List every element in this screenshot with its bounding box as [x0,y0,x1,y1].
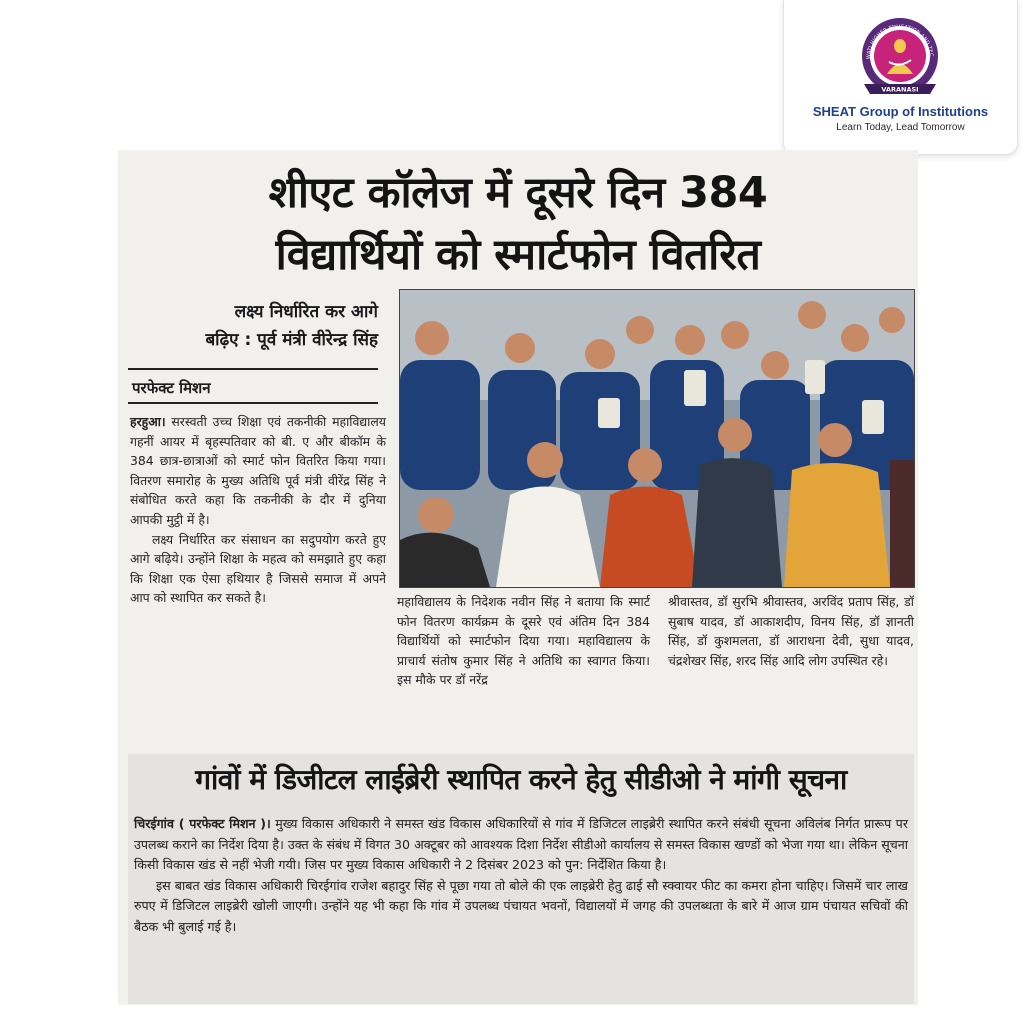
newspaper-clipping [118,150,918,1005]
article-column-3: श्रीवास्तव, डॉ सुरभि श्रीवास्तव, अरविंद प्रताप सिंह, डॉ सुबाष यादव, डॉ आकाशदीप, विनय सिंह, डॉ ज्ञानती सिंह, डॉ कुशमलता, डॉ आराधना देवी, सुधा यादव, चंद्रशेखर सिंह, शरद सिंह आदि लोग उपस्थित रहे। [668,594,914,668]
subhead-line-1: लक्ष्य निर्धारित कर आगे [234,302,378,322]
paragraph: सरस्वती उच्च शिक्षा एवं तकनीकी महाविद्यालय गहनीं आयर में बृहस्पतिवार को बी. ए और बीकॉम के 384 छात्र-छात्राओं को स्मार्ट फोन वितरित किया गया। वितरण समारोह के मुख्य अतिथि पूर्व मंत्री वीरेंद्र सिंह ने संबोधित करते कहा कि तकनीकी के दौर में दुनिया आपकी मुट्ठी में है। [130,414,386,527]
seal-city: VARANASI [881,85,919,94]
group-photo-illustration [400,290,914,587]
divider [128,368,378,370]
second-article-body [134,814,908,937]
subheadline [128,298,378,354]
second-article-headline: गांवों में डिजीटल लाईब्रेरी स्थापित करने हेतु सीडीओ ने मांगी सूचना [195,763,847,796]
paragraph: मुख्य विकास अधिकारी ने समस्त खंड विकास अधिकारियों से गांव में डिजिटल लाइब्रेरी स्थापित करने संबंधी सूचना अविलंब निर्गत प्रारूप पर उपलब्ध कराने का निर्देश दिया है। उक्त के संबंध में विगत 30 अक्टूबर को आवश्यक दिशा निर्देश सीडीओ कार्यालय से समस्त विकास खण्डों को भेजा गया था। लेकिन सूचना किसी विकास खंड से नहीं भेजी गयी। जिस पर मुख्य विकास अधिकारी ने 2 दिसंबर 2023 को पुन: निर्देशित किया है। [134,816,908,872]
institution-tagline: Learn Today, Lead Tomorrow [836,122,965,133]
headline-line-2: विद्यार्थियों को स्मार्टफोन वितरित [275,230,761,280]
dateline: चिरईगांव ( परफेक्ट मिशन )। [134,816,271,831]
byline: परफेक्ट मिशन [132,379,211,397]
article-column-1 [130,412,386,608]
dateline: हरहुआ। [130,414,166,429]
saraswati-seal-icon [856,14,944,102]
institution-name: SHEAT Group of Institutions [812,104,989,119]
divider [128,402,378,404]
subhead-line-2: बढ़िए : पूर्व मंत्री वीरेन्द्र सिंह [205,330,378,350]
paragraph: लक्ष्य निर्धारित कर संसाधन का सदुपयोग करते हुए आगे बढ़िये। उन्होंने शिक्षा के महत्व को समझाते हुए कहा कि शिक्षा एक ऐसा हथियार है जिससे समाज में अपने आप को स्थापित कर सकते है। [130,531,386,606]
paragraph: इस बाबत खंड विकास अधिकारी चिरईगांव राजेश बहादुर सिंह से पूछा गया तो बोले की एक लाइब्रेरी हेतु ढाई सौ स्क्वायर फीट का कमरा होना चाहिए। जिसमें चार लाख रुपए में डिजिटल लाइब्रेरी खोली जाएगी। उन्होंने यह भी कहा कि गांव में उपलब्ध पंचायत भवनों, विद्यालयों में जगह की उपलब्धता के बारे में आज ग्राम पंचायत सचिवों की बैठक भी बुलाई गई है। [134,877,908,934]
headline-line-1: शीएट कॉलेज में दूसरे दिन 384 [268,168,768,218]
seal-arc-text: WATI HIGHER EDUCATION AND TEC [865,23,935,60]
article-column-2: महाविद्यालय के निदेशक नवीन सिंह ने बताया कि स्मार्ट फोन वितरण कार्यक्रम के दूसरे एवं अंतिम दिन 384 विद्यार्थियों को स्मार्टफोन दिया गया। महाविद्यालय के प्राचार्य संतोष कुमार सिंह ने अतिथि का स्वागत किया। इस मौके पर डॉ नरेंद्र [397,594,650,688]
second-article-box [128,754,914,1004]
institution-logo-card [783,0,1018,155]
group-photo [399,289,915,588]
